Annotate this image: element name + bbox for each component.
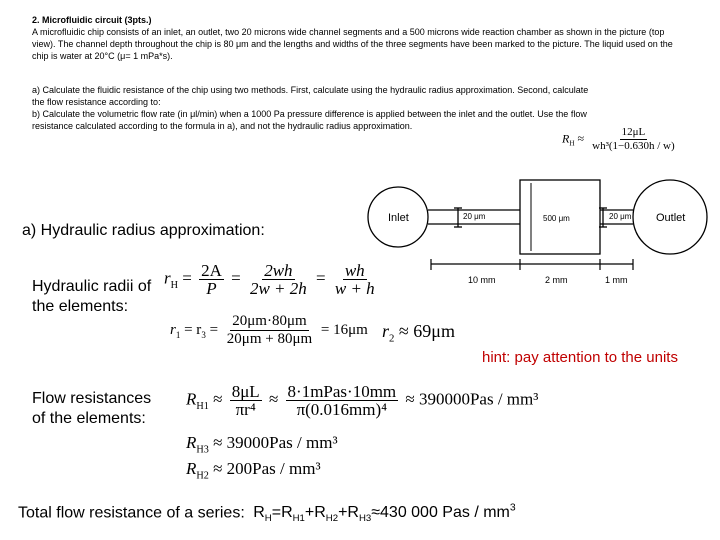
task-a: a) Calculate the fluidic resistance of the chip using two methods. First, calculate using the hydraulic radius approximation. Second, calculate the flow resistance according to: [32,85,589,107]
eq1-f2-den: 2w + 2h [249,279,307,298]
eq1-equals-3: = [316,268,326,288]
eq2-r2: r [382,321,390,341]
eq5-lhs: R [186,459,197,478]
inlet-label: Inlet [388,212,409,224]
eq2-r1: r [170,321,176,338]
equation-rh1 [186,383,538,418]
problem-tasks [32,84,592,132]
problem-description: A microfluidic chip consists of an inlet, an outlet, two 20 microns wide channel segments and a 500 microns wide reaction chamber as shown in the picture (top view). The channel depth throughout the chip is 80 μm and the lengths and widths of the three segments have been marked to the picture. The liquid used on the chip is water at 20°C (μ= 1 mPa*s). [32,27,673,61]
total-sub-H: H [264,513,272,525]
equation-hydraulic-radius [164,262,380,297]
width-chamber-label: 500 μm [543,214,570,223]
eq3-lhs-sub: H1 [196,400,209,412]
length-right-label: 1 mm [605,275,628,285]
eq1-lhs-sub: H [170,279,178,291]
eq4-lhs-sub: H3 [196,444,209,456]
eq2-r2-sub: 2 [389,332,395,345]
width-left-label: 20 μm [463,212,486,221]
eq2-num: 20μm·80μm [232,313,307,329]
length-dimension [431,259,633,270]
eq2-equals: = [209,321,219,338]
eq2-r2-value: ≈ 69μm [398,321,455,341]
length-chamber-label: 2 mm [545,275,568,285]
width-right-label: 20 μm [609,212,632,221]
equation-r1-r3 [170,313,368,348]
eq1-f2-num: 2wh [264,261,293,280]
eq3-f2-den: π(0.016mm)⁴ [296,400,388,419]
problem-heading: 2. Microfluidic circuit (3pts.) [32,15,152,25]
eq4-result: ≈ 39000Pas / mm³ [213,433,338,452]
total-expr [253,503,516,525]
eq2-r1-sub: 1 [175,329,181,340]
eq3-approx: ≈ [213,389,223,409]
total-exp: 3 [509,503,516,514]
flow-resistances-label: Flow resistances of the elements: [32,390,152,427]
chip-diagram [365,175,715,295]
eq2-den: 20μm + 80μm [226,331,313,347]
total-text: Total flow resistance of a series: [18,504,245,522]
eq3-lhs: R [186,389,197,409]
equation-r2 [382,321,455,345]
formula-lhs: R [562,131,570,146]
total-sub-H3: H3 [358,513,372,525]
eq4-lhs: R [186,433,197,452]
eq1-f3-num: wh [344,261,365,280]
eq2-r3-sub: 3 [201,329,206,340]
formula-lhs-sub: H [569,139,575,148]
eq3-approx-2: ≈ [268,389,279,409]
hydraulic-radii-label: Hydraulic radii of the elements: [32,278,152,315]
flow-resistance-formula [562,126,680,153]
eq3-result: ≈ 390000Pas / mm³ [405,389,539,409]
total-resistance-line [18,503,516,525]
formula-denominator: wh³(1−0.630h / w) [592,140,675,152]
units-hint: hint: pay attention to the units [482,349,678,366]
outlet-label: Outlet [656,212,686,224]
total-eq: =R [271,504,293,522]
eq3-f2-num: 8·1mPas·10mm [287,382,397,401]
eq1-lhs: r [164,268,171,288]
eq1-equals-2: = [231,268,241,288]
total-R: R [253,504,265,522]
eq1-f1-den: P [206,279,217,298]
eq1-f1-num: 2A [201,261,222,280]
formula-approx: ≈ [577,131,585,146]
task-b: b) Calculate the volumetric flow rate (in μl/min) when a 1000 Pa pressure difference is applied between the inlet and the outlet. Use the flow resistance calculated according to the formula in a), and not the hydraulic radius approximation. [32,109,587,131]
length-left-label: 10 mm [468,275,496,285]
eq5-lhs-sub: H2 [196,470,209,482]
total-plus2: +R [338,504,359,522]
eq3-f1-num: 8μL [231,382,260,401]
eq1-equals-1: = [182,268,192,288]
eq2-result: = 16μm [320,321,368,338]
eq5-result: ≈ 200Pas / mm³ [213,459,321,478]
section-a-title: a) Hydraulic radius approximation: [22,222,265,239]
total-sub-H2: H2 [325,513,339,525]
total-sub-H1: H1 [292,513,305,525]
eq1-f3-den: w + h [334,279,375,298]
total-plus1: +R [304,504,326,522]
eq2-mid: = r [184,321,202,338]
equation-rh3 [186,433,338,455]
equation-rh2 [186,459,321,481]
total-value: ≈430 000 Pas / mm [371,504,510,522]
formula-numerator: 12μL [621,126,646,138]
eq3-f1-den: πr⁴ [235,400,256,419]
problem-statement [32,14,682,62]
